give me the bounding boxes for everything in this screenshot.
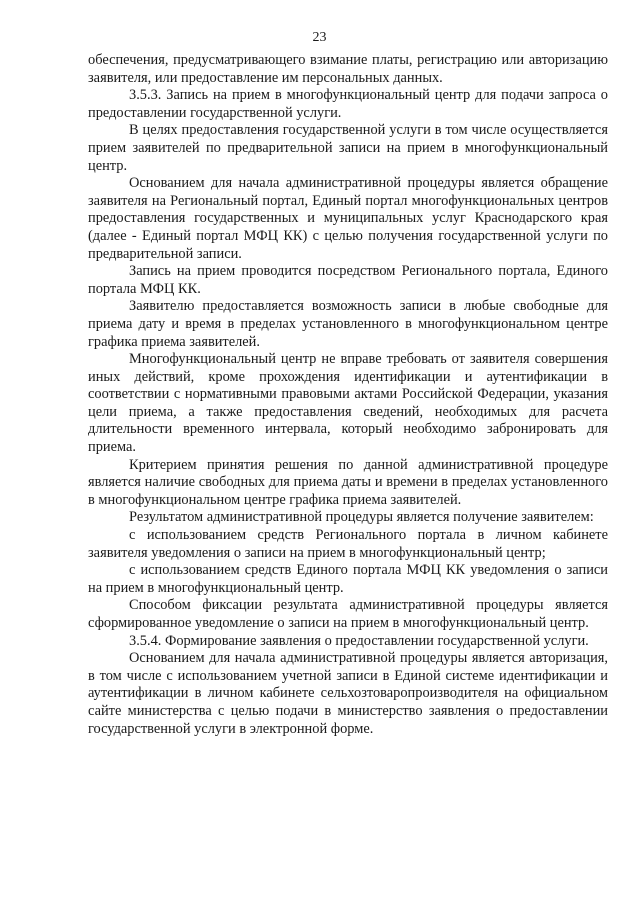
section-heading-3-5-4: 3.5.4. Формирование заявления о предоставлении государственной услуги. [129, 632, 589, 649]
paragraph: Результатом административной процедуры является получение заявителем: [129, 509, 594, 526]
list-item: с использованием средств Единого портала МФЦ КК уведомления о записи на прием в многофункциональный центр. [88, 562, 608, 596]
paragraph: Запись на прием проводится посредством Регионального портала, Единого портала МФЦ КК. [88, 263, 608, 297]
paragraph: В целях предоставления государственной услуги в том числе осуществляется прием заявителей по предварительной записи на прием в многофункциональный центр. [88, 122, 608, 174]
section-heading-3-5-3: 3.5.3. Запись на прием в многофункциональный центр для подачи запроса о предоставлении государственной услуги. [88, 87, 608, 121]
list-item: с использованием средств Регионального портала в личном кабинете заявителя уведомления о записи на прием в многофункциональный центр; [88, 527, 608, 561]
page-number: 23 [312, 30, 327, 45]
paragraph: Заявителю предоставляется возможность записи в любые свободные для приема дату и время в пределах установленного в многофункциональном центре графика приема заявителей. [88, 298, 608, 350]
paragraph: Критерием принятия решения по данной административной процедуре является наличие свободных для приема даты и времени в пределах установленного в многофункциональном центре графика приема заявителей. [88, 456, 608, 508]
paragraph: Многофункциональный центр не вправе требовать от заявителя совершения иных действий, кроме прохождения идентификации и аутентификации в соответствии с нормативными правовыми актами Российской Федерации, указания цели приема, а также предоставления сведений, необходимых для расчета длительности временного интервала, который необходимо забронировать для приема. [88, 351, 608, 456]
paragraph: Основанием для начала административной процедуры является обращение заявителя на Региональный портал, Единый портал многофункциональных центров предоставления государственных и муниципальных услуг Краснодарского края (далее - Единый портал МФЦ КК) с целью получения государственной услуги по предварительной записи. [88, 175, 608, 262]
document-body [88, 52, 608, 738]
paragraph: Основанием для начала административной процедуры является авторизация, в том числе с использованием учетной записи в Единой системе идентификации и аутентификации в личном кабинете сельхозтоваропроизводителя на официальном сайте министерства с целью подачи в министерство заявления о предоставлении государственной услуги в электронной форме. [88, 650, 608, 737]
paragraph: обеспечения, предусматривающего взимание платы, регистрацию или авторизацию заявителя, или предоставление им персональных данных. [88, 52, 608, 86]
paragraph: Способом фиксации результата административной процедуры является сформированное уведомление о записи на прием в многофункциональный центр. [88, 597, 608, 631]
